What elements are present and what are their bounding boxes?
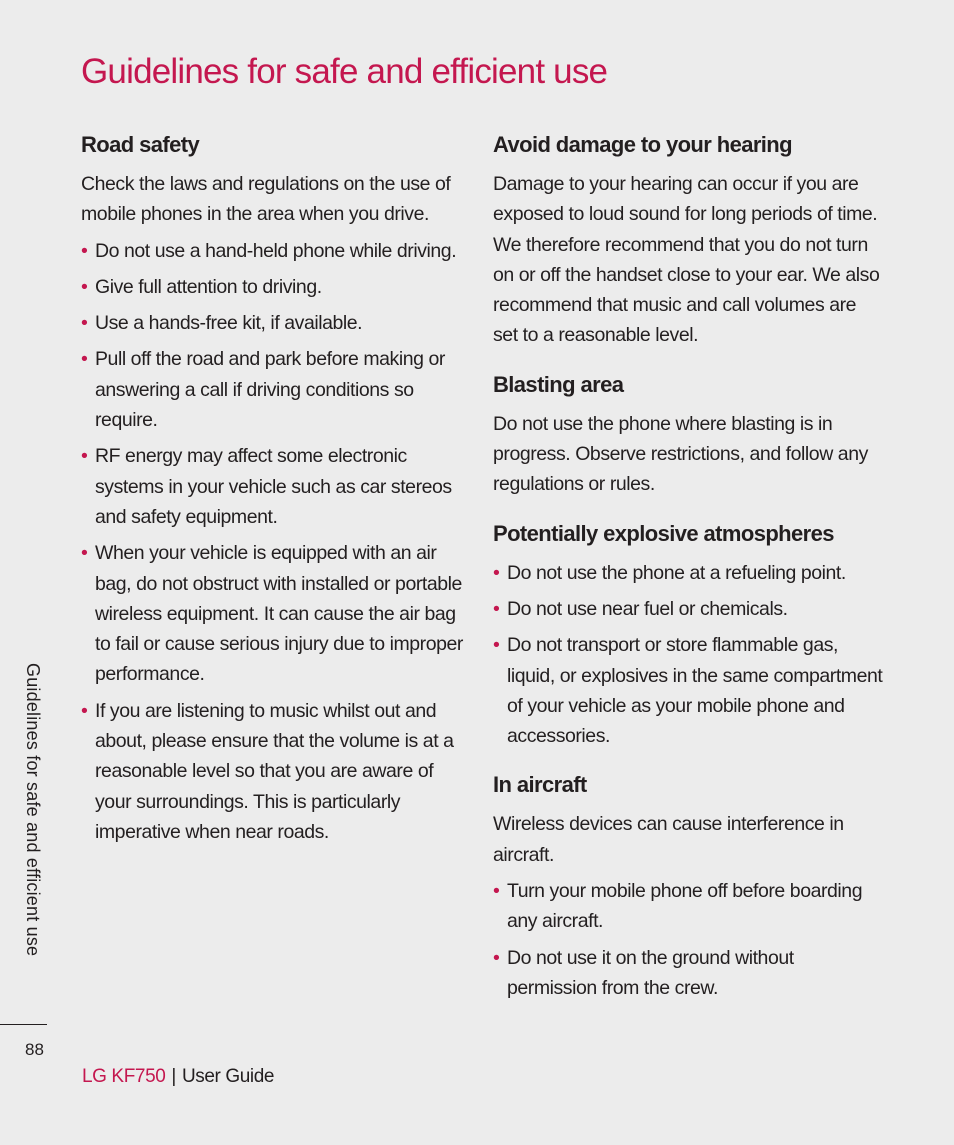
list-item: • Do not use near fuel or chemicals. [493,594,885,624]
bullet-icon: • [81,348,88,371]
bullet-icon: • [493,634,500,657]
footer-guide: User Guide [181,1066,275,1087]
right-column [493,130,885,1022]
bullet-icon: • [493,561,500,584]
bullet-icon: • [81,445,88,468]
section-heading: Avoid damage to your hearing [493,132,792,157]
list-item: • When your vehicle is equipped with an air bag, do not obstruct with installed or portable wireless equipment. It can cause the air bag to fail or cause serious injury due to improper performance. [81,538,466,689]
page-title: Guidelines for safe and efficient use [81,52,608,91]
section-road-safety [81,130,466,847]
section-blasting-area [493,370,885,500]
footer-model: LG KF750 [82,1066,166,1087]
section-heading: Road safety [81,132,200,157]
bullet-icon: • [493,880,500,903]
section-aircraft [493,770,885,1003]
bullet-icon: • [493,946,500,969]
list-item: • Do not transport or store flammable gas, liquid, or explosives in the same compartment of your vehicle as your mobile phone and accessories. [493,630,885,751]
bullet-list [493,876,885,1003]
bullet-icon: • [81,542,88,565]
footer [82,1066,274,1088]
list-item: • If you are listening to music whilst out and about, please ensure that the volume is at a reasonable level so that you are aware of your surroundings. This is particularly imperative when near roads. [81,696,466,847]
section-intro: Check the laws and regulations on the use of mobile phones in the area when you drive. [81,173,451,226]
bullet-icon: • [81,239,88,262]
side-divider [0,1024,47,1025]
side-section-label: Guidelines for safe and efficient use [23,663,43,957]
bullet-icon: • [81,699,88,722]
bullet-icon: • [81,275,88,298]
section-heading: Blasting area [493,371,624,397]
section-heading: Potentially explosive atmospheres [493,520,834,546]
bullet-icon: • [493,597,500,620]
list-item: • Turn your mobile phone off before boarding any aircraft. [493,876,885,937]
section-body: Damage to your hearing can occur if you are exposed to loud sound for long periods of time. We therefore recommend that you do not turn on or off the handset close to your ear. We also recommend that music and call volumes are set to a reasonable level. [493,173,880,347]
bullet-list [493,558,885,752]
section-heading: In aircraft [493,772,587,798]
list-item: • Use a hands-free kit, if available. [81,308,466,338]
left-column [81,130,466,866]
list-item: • Do not use it on the ground without permission from the crew. [493,943,885,1004]
footer-separator: | [171,1066,176,1087]
list-item: • Give full attention to driving. [81,272,466,302]
section-body: Wireless devices can cause interference in aircraft. [493,813,844,866]
list-item: • Do not use a hand-held phone while driving. [81,236,466,266]
page-number: 88 [25,1040,44,1059]
bullet-icon: • [81,312,88,335]
section-hearing [493,130,885,351]
bullet-list [81,236,466,848]
list-item: • Pull off the road and park before making or answering a call if driving conditions so require. [81,344,466,435]
list-item: • RF energy may affect some electronic systems in your vehicle such as car stereos and safety equipment. [81,441,466,532]
list-item: • Do not use the phone at a refueling point. [493,558,885,588]
section-explosive-atmospheres [493,519,885,752]
section-body: Do not use the phone where blasting is in progress. Observe restrictions, and follow any regulations or rules. [493,412,868,496]
